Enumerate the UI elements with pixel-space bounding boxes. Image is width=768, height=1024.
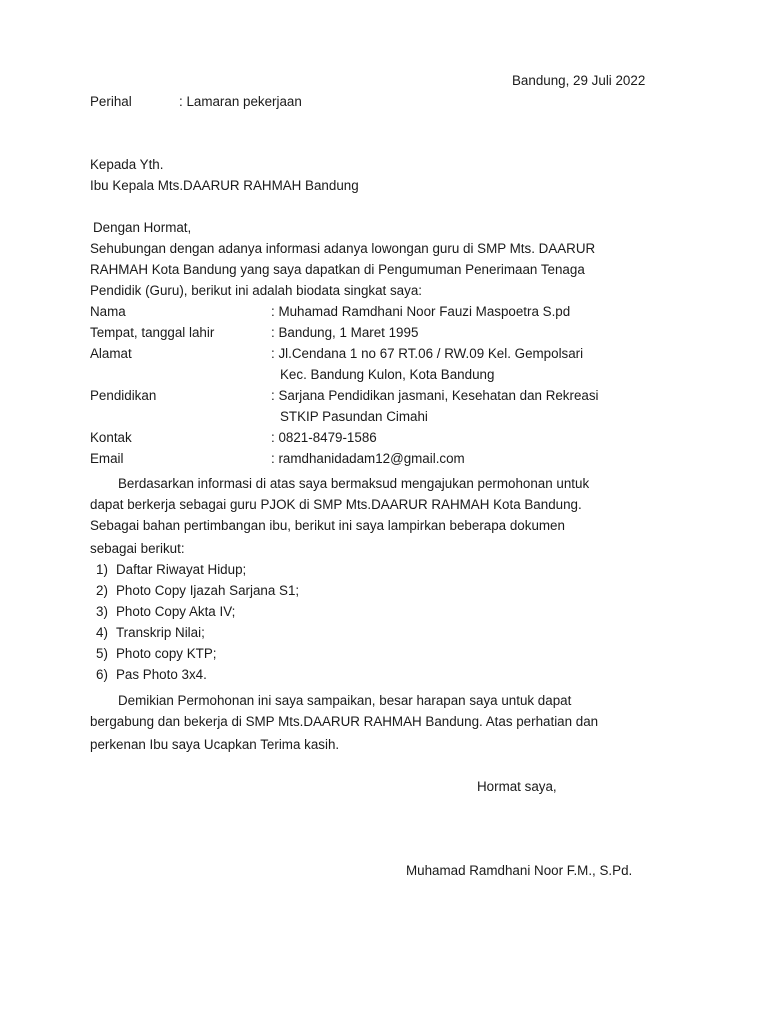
biodata-value: : 0821-8479-1586: [271, 430, 377, 445]
list-item: [96, 562, 246, 578]
greeting: Dengan Hormat,: [93, 220, 192, 235]
list-item: [96, 583, 299, 599]
sign-off: Hormat saya,: [477, 779, 557, 794]
biodata-label: Kontak: [90, 430, 132, 445]
recipient-line-2: Ibu Kepala Mts.DAARUR RAHMAH Bandung: [90, 178, 359, 193]
biodata-pendidikan-line-2: STKIP Pasundan Cimahi: [280, 409, 428, 424]
body-line-3: Sebagai bahan pertimbangan ibu, berikut ini saya lampirkan beberapa dokumen: [90, 518, 565, 533]
intro-line-1: Sehubungan dengan adanya informasi adanya lowongan guru di SMP Mts. DAARUR: [90, 241, 596, 256]
biodata-value: : Bandung, 1 Maret 1995: [271, 325, 419, 340]
body-line-2: dapat berkerja sebagai guru PJOK di SMP Mts.DAARUR RAHMAH Kota Bandung.: [90, 497, 582, 512]
perihal-label: Perihal: [90, 94, 132, 109]
biodata-value: : Muhamad Ramdhani Noor Fauzi Maspoetra S.pd: [271, 304, 571, 319]
intro-line-3: Pendidik (Guru), berikut ini adalah biodata singkat saya:: [90, 283, 422, 298]
body-line-4: sebagai berikut:: [90, 541, 185, 556]
biodata-label: Alamat: [90, 346, 132, 361]
list-text: Photo copy KTP;: [116, 646, 217, 661]
biodata-label: Email: [90, 451, 124, 466]
list-text: Transkrip Nilai;: [116, 625, 205, 640]
letter-date: Bandung, 29 Juli 2022: [512, 73, 646, 88]
biodata-label: Nama: [90, 304, 126, 319]
list-text: Pas Photo 3x4.: [116, 667, 207, 682]
recipient-line-1: Kepada Yth.: [90, 157, 164, 172]
biodata-value: : Jl.Cendana 1 no 67 RT.06 / RW.09 Kel. Gempolsari: [271, 346, 584, 361]
list-number: 4): [96, 625, 108, 640]
list-text: Photo Copy Ijazah Sarjana S1;: [116, 583, 300, 598]
biodata-alamat-line-2: Kec. Bandung Kulon, Kota Bandung: [280, 367, 495, 382]
list-text: Photo Copy Akta IV;: [116, 604, 236, 619]
closing-line-2: bergabung dan bekerja di SMP Mts.DAARUR RAHMAH Bandung. Atas perhatian dan: [90, 714, 599, 729]
closing-line-1: Demikian Permohonan ini saya sampaikan, besar harapan saya untuk dapat: [118, 693, 572, 708]
signatory-name: Muhamad Ramdhani Noor F.M., S.Pd.: [406, 863, 633, 878]
list-item: [96, 646, 216, 662]
list-number: 2): [96, 583, 108, 598]
list-text: Daftar Riwayat Hidup;: [116, 562, 247, 577]
biodata-value: : ramdhanidadam12@gmail.com: [271, 451, 465, 466]
list-item: [96, 667, 207, 683]
list-number: 1): [96, 562, 108, 577]
biodata-value: : Sarjana Pendidikan jasmani, Kesehatan dan Rekreasi: [271, 388, 599, 403]
list-number: 3): [96, 604, 108, 619]
closing-line-3: perkenan Ibu saya Ucapkan Terima kasih.: [90, 737, 340, 752]
perihal-value: : Lamaran pekerjaan: [179, 94, 302, 109]
body-line-1: Berdasarkan informasi di atas saya bermaksud mengajukan permohonan untuk: [118, 476, 590, 491]
list-item: [96, 625, 205, 641]
list-number: 6): [96, 667, 108, 682]
intro-line-2: RAHMAH Kota Bandung yang saya dapatkan di Pengumuman Penerimaan Tenaga: [90, 262, 585, 277]
list-item: [96, 604, 235, 620]
list-number: 5): [96, 646, 108, 661]
biodata-label: Tempat, tanggal lahir: [90, 325, 215, 340]
biodata-label: Pendidikan: [90, 388, 157, 403]
